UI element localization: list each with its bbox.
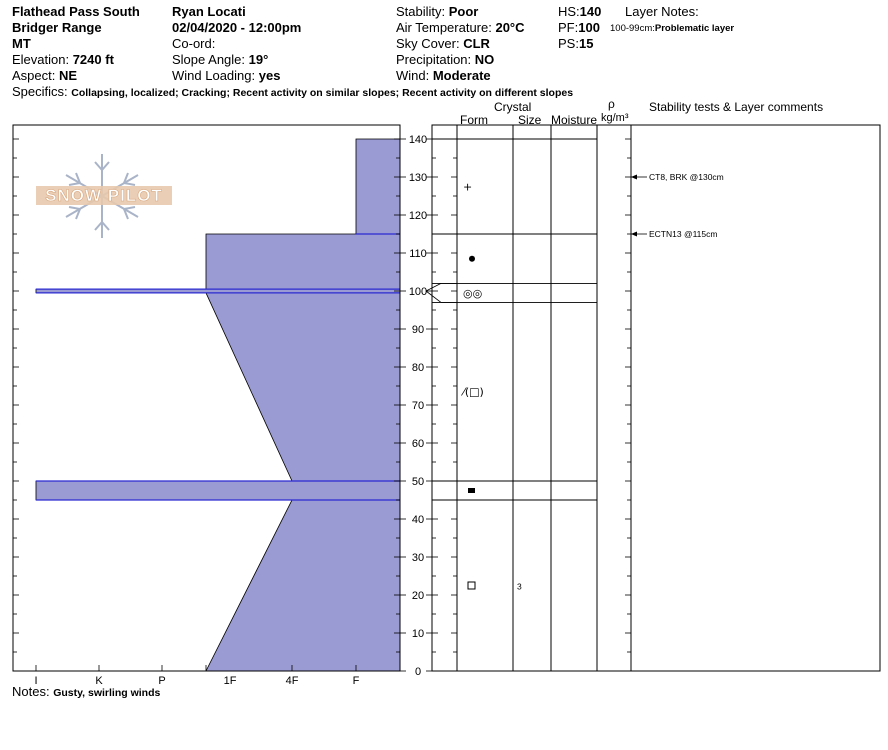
height-tick-label: 100: [408, 286, 428, 298]
notes: Notes: Gusty, swirling winds: [12, 684, 161, 699]
size-header: Size: [518, 113, 542, 127]
height-tick-label: 70: [411, 400, 425, 412]
hardness-label: F: [352, 675, 360, 687]
location: Flathead Pass South: [12, 4, 140, 19]
air-temperature: Air Temperature: 20°C: [396, 20, 525, 35]
stability-tests: [631, 172, 724, 239]
precipitation: Precipitation: NO: [396, 52, 495, 67]
wind-loading: Wind Loading: yes: [172, 68, 281, 83]
hardness-profile: [36, 139, 400, 671]
stability-test: ECTN13 @115cm: [649, 229, 718, 239]
height-tick-label: 110: [409, 248, 427, 260]
observer: Ryan Locati: [172, 4, 246, 19]
slope-angle: Slope Angle: 19°: [172, 52, 269, 67]
grain-size: 3: [517, 581, 522, 592]
grain-symbol: ⁄(□): [463, 385, 484, 399]
form-header: Form: [460, 113, 488, 127]
stability-test: CT8, BRK @130cm: [649, 172, 724, 182]
layer-notes-label: Layer Notes:: [625, 4, 699, 19]
height-tick-label: 40: [411, 514, 425, 526]
height-tick-label: 20: [411, 590, 425, 602]
height-tick-label: 10: [411, 628, 425, 640]
grain-symbol: [469, 256, 475, 262]
crystal-header: Crystal: [494, 100, 532, 114]
ps: PS:15: [558, 36, 594, 51]
state: MT: [12, 36, 31, 51]
pf: PF:100: [558, 20, 600, 35]
hardness-polygon: [36, 139, 400, 671]
height-tick-label: 130: [408, 172, 428, 184]
grain-symbol: +: [463, 180, 473, 194]
height-tick-label: 90: [411, 324, 425, 336]
coordinates: Co-ord:: [172, 36, 216, 51]
hardness-label: I: [34, 675, 38, 687]
hardness-label: 4F: [285, 675, 299, 687]
height-tick-label: 0: [414, 666, 422, 678]
height-tick-label: 120: [408, 210, 428, 222]
wind: Wind: Moderate: [396, 68, 491, 83]
hs: HS:140: [558, 4, 602, 19]
comments-header: Stability tests & Layer comments: [649, 100, 824, 114]
aspect: Aspect: NE: [12, 68, 78, 83]
grain-symbol: ◎◎: [463, 286, 483, 300]
logo-text: SNOW PILOT: [45, 186, 163, 205]
hardness-label: 1F: [223, 675, 237, 687]
elevation: Elevation: 7240 ft: [12, 52, 114, 67]
height-axis: [400, 134, 432, 678]
height-tick-label: 140: [408, 134, 428, 146]
specifics: Specifics: Collapsing, localized; Cracking; Recent activity on similar slopes; Recent activity on different slopes: [12, 84, 574, 99]
layer-note: 100-99cm:Problematic layer: [610, 23, 735, 34]
height-tick-label: 80: [411, 362, 425, 374]
rho-header: ρ: [608, 97, 615, 111]
height-tick-label: 30: [411, 552, 425, 564]
grain-symbol: [468, 488, 475, 493]
height-tick-label: 50: [411, 476, 425, 488]
sky-cover: Sky Cover: CLR: [396, 36, 490, 51]
stability: Stability: Poor: [396, 4, 479, 19]
height-tick-label: 60: [411, 438, 425, 450]
grain-symbol: [468, 582, 475, 589]
datetime: 02/04/2020 - 12:00pm: [172, 20, 302, 35]
density-header: kg/m³: [601, 112, 629, 124]
layer-table: [432, 125, 880, 671]
range: Bridger Range: [12, 20, 102, 35]
hardness-label: K: [95, 675, 103, 687]
hardness-label: P: [158, 675, 166, 687]
moisture-header: Moisture: [551, 113, 598, 127]
